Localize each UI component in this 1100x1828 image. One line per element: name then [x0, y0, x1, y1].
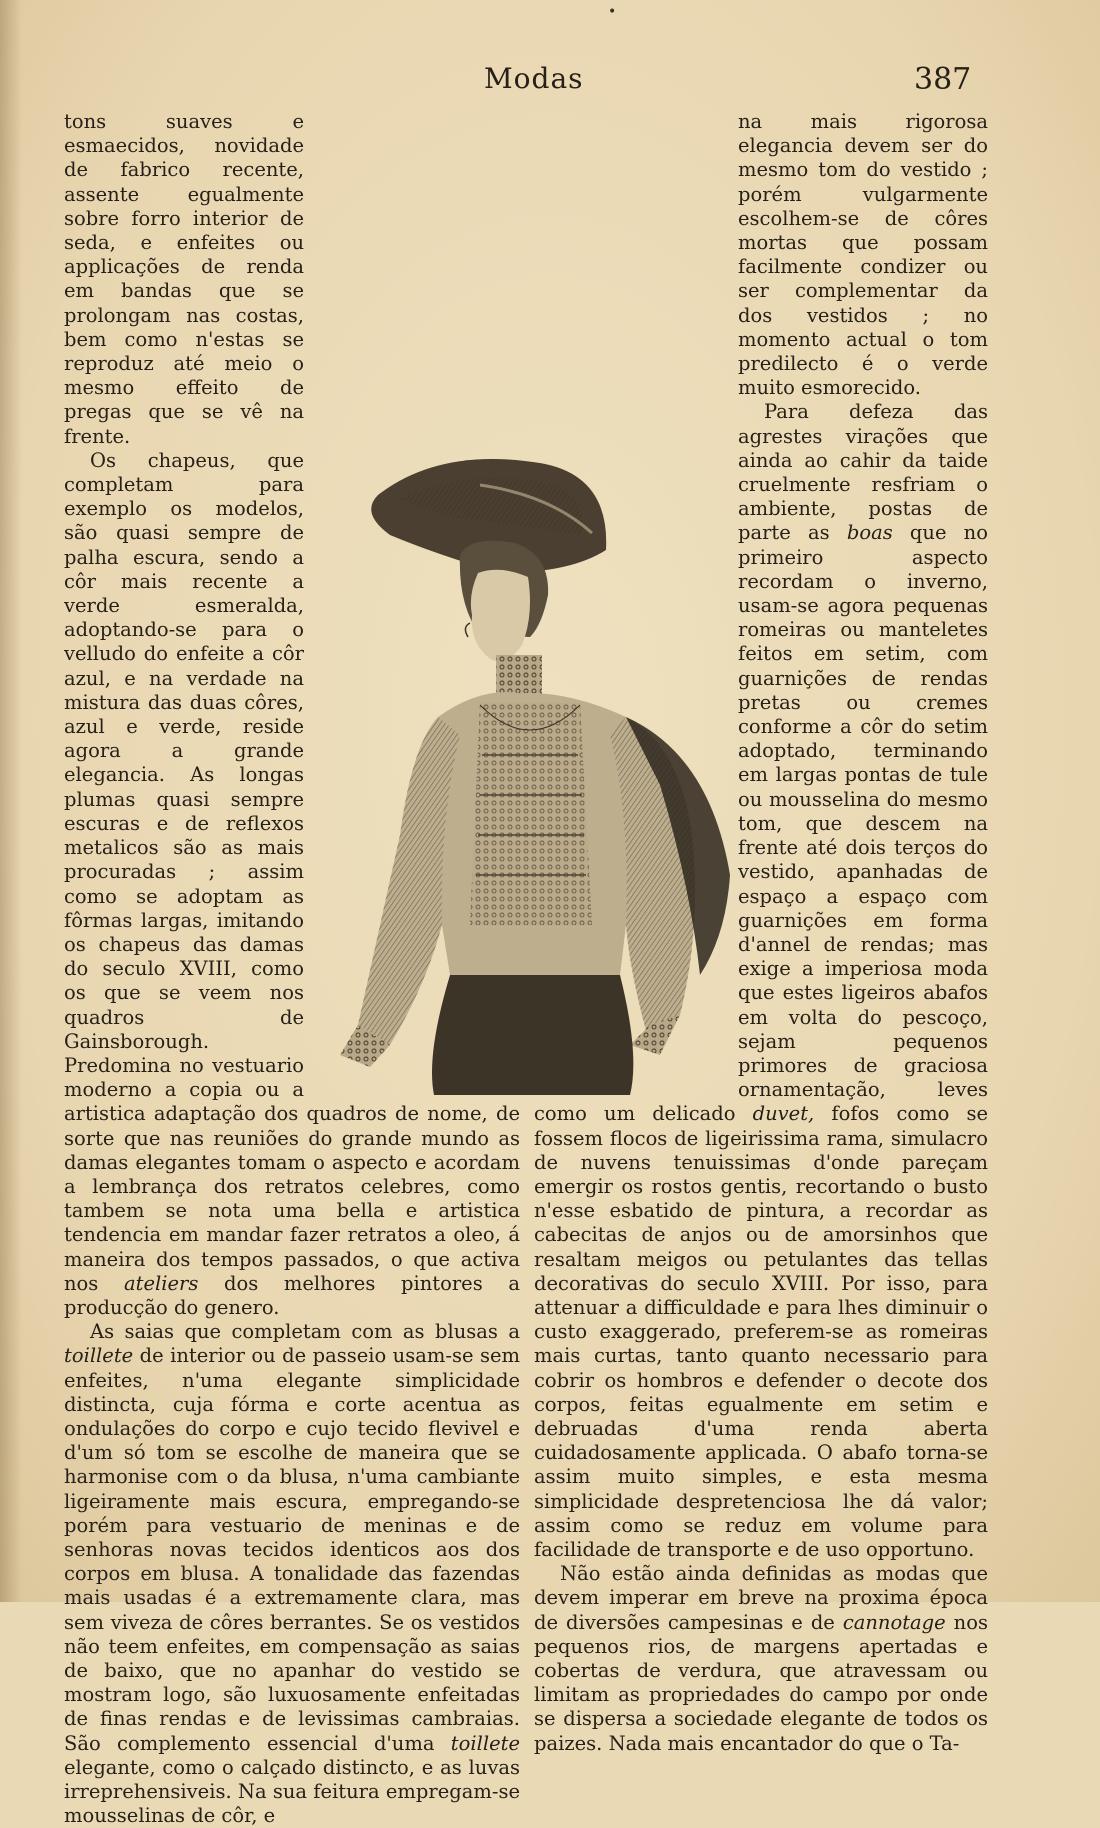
italic-cannotage: cannotage — [842, 1610, 946, 1634]
head-shape — [460, 541, 548, 661]
right-paragraph-3-start: Não estão ainda definidas as modas que devem imperar em breve na proxima época de diversões campesinas e de — [534, 1562, 988, 1634]
right-paragraph-3-text: nos pequenos rios, de margens apertadas e cobertas de verdura, que atravessam ou limitam as propriedades do campo por onde se dispersa a sociedade elegante de todos os paizes. Nada mais encantador do que o Ta- — [534, 1610, 988, 1755]
right-paragraph-1: na mais rigorosa elegancia devem ser do mesmo tom do vestido ; porém vulgarmente escolhem-se de côres mortas que possam facilmente condizer ou ser complementar da dos vestidos ; no momento actual o tom predilecto é o verde muito esmorecido. — [738, 110, 988, 400]
italic-toillete-2: toillete — [450, 1731, 520, 1755]
left-paragraph-2-text: Os chapeus, que completam para exemplo os modelos, são quasi sempre de palha escura, sendo a côr mais recente a verde esmeralda, adoptando-se para o velludo do enfeite a côr azul, e na verdade na mistura das duas côres, azul e verde, reside agora a grande elegancia. As longas plumas quasi sempre escuras e de reflexos metalicos são as mais procuradas ; assim como se adoptam as fôrmas largas, imitando os chapeus das damas do seculo XVIII, como os que se veem nos quadros de Gainsborough. Predomina no vestuario moderno a copia ou a artistica adaptação dos quadros de nome, de sorte que nas reuniões do grande mundo as damas elegantes tomam o aspecto e acordam a lembrança dos retratos celebres, como tambem se nota uma bella e artistica tendencia em mandar fazer retratos a oleo, á maneira dos tempos passados, o que activa nos — [64, 448, 520, 1295]
running-title: Modas — [484, 62, 584, 95]
left-paragraph-3 — [64, 1320, 520, 1828]
italic-duvet: duvet, — [752, 1102, 815, 1126]
page-fold-shadow — [0, 0, 22, 1602]
top-ornament: • — [608, 4, 617, 20]
right-paragraph-2-start: Para defeza das agrestes virações que ainda ao cahir da taide cruelmente resfriam o ambiente, postas de parte as — [738, 400, 988, 545]
italic-toillete: toillete — [64, 1344, 134, 1368]
right-paragraph-2-end: fofos como se fossem flocos de ligeirissima rama, simulacro de nuvens tenuissimas d'onde pareçam emergir os rostos gentis, recortando o busto n'esse esbatido de pintura, a recordar as cabecitas de anjos ou de amorsinhos que resaltam meigos ou petulantes das tellas decorativas do seculo XVIII. Por isso, para attenuar a difficuldade e para lhes diminuir o custo exaggerado, preferem-se as romeiras mais curtas, tanto quanto necessario para cobrir os hombros e defender o decote dos corpos, feitas egualmente em setim e debruadas d'uma renda aberta cuidadosamente applicada. O abafo torna-se assim muito simples, e esta mesma simplicidade despretenciosa lhe dá valor; assim como se reduz em volume para facilidade de transporte e de uso opportuno. — [534, 1102, 989, 1561]
italic-ateliers: ateliers — [123, 1271, 199, 1295]
right-paragraph-2-text: que no primeiro aspecto recordam o inverno, usam-se agora pequenas romeiras ou manteletes feitos em setim, com guarnições de rendas pretas ou cremes conforme a côr do setim adoptado, terminando em largas pontas de tule ou mousselina do mesmo tom, que descem na frente até dois terços do vestido, apanhadas de espaço a espaço com guarnições em forma d'annel de rendas; mas exige a imperiosa moda que estes ligeiros abafos em volta do pescoço, sejam pequenos primores de graciosa ornamentação, leves como um delicado — [534, 521, 988, 1126]
left-paragraph-2-end: dos melhores pintores a producção do genero. — [64, 1271, 521, 1319]
page-header — [0, 62, 1100, 106]
left-paragraph-3-text: de interior ou de passeio usam-se sem enfeites, n'uma elegante simplicidade distincta, cuja fórma e corte acentua as ondulações do corpo e cujo tecido flevivel e d'um só tom se escolhe de maneira que se harmonise com o da blusa, n'uma cambiante ligeiramente mais escura, empregando-se porém para vestuario de meninas e de senhoras novas tecidos identicos aos dos corpos em blusa. A tonalidade das fazendas mais usadas é a extremamente clara, mas sem viveza de côres berrantes. Se os vestidos não teem enfeites, em compensação as saias de baixo, que no apanhar do vestido se mostram logo, são luxuosamente enfeitadas de finas rendas e de levissimas cambraias. São complemento essencial d'uma — [64, 1344, 520, 1755]
left-paragraph-3-start: As saias que completam com as blusas a — [90, 1320, 520, 1344]
skirt-shape — [432, 975, 633, 1095]
italic-boas: boas — [846, 521, 893, 545]
page-number: 387 — [914, 62, 972, 97]
fashion-illustration — [330, 455, 735, 1095]
left-paragraph-3-end: elegante, como o calçado distincto, e as luvas irreprehensiveis. Na sua feitura empregam-se mousselinas de côr, e — [64, 1755, 520, 1828]
right-paragraph-3 — [534, 1562, 988, 1756]
left-paragraph-1: tons suaves e esmaecidos, novidade de fabrico recente, assente egualmente sobre forro interior de seda, e enfeites ou applicações de renda em bandas que se prolongam nas costas, bem como n'estas se reproduz até meio o mesmo effeito de pregas que se vê na frente. — [64, 110, 304, 448]
